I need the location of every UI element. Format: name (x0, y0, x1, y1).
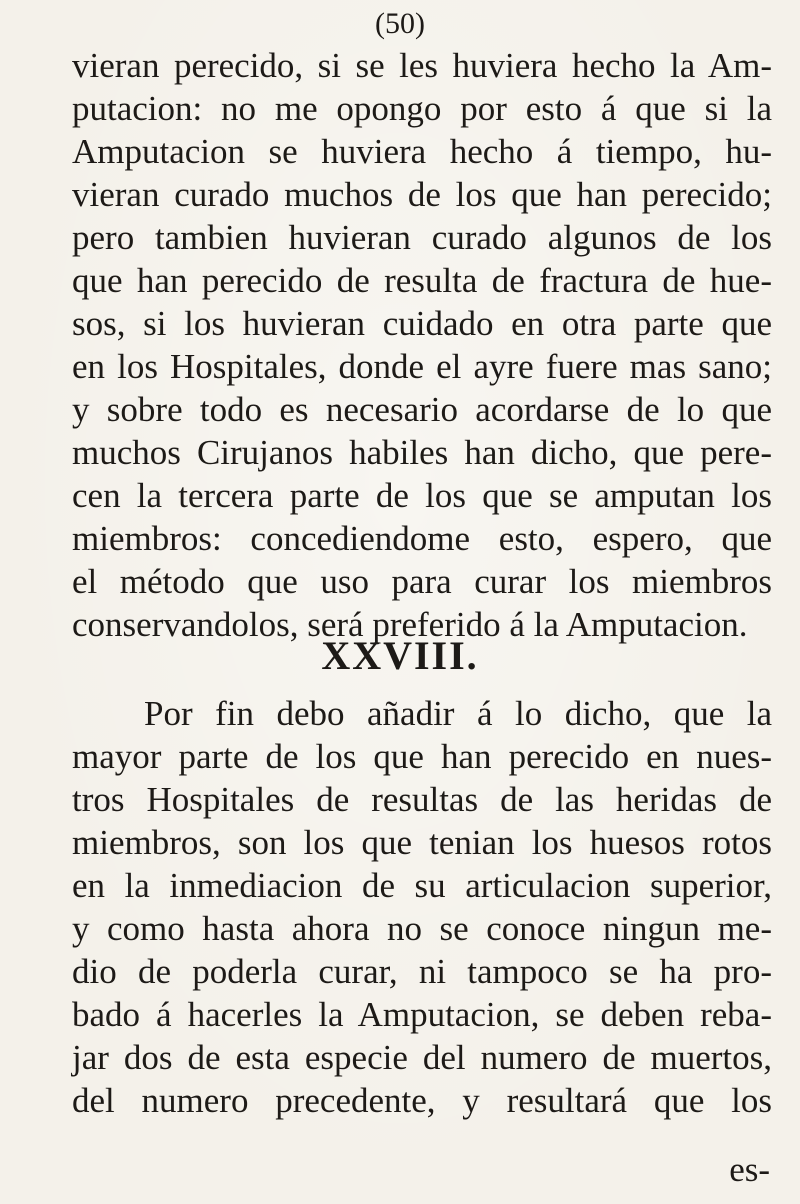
text-line: y como hasta ahora no se conoce ningun me- (72, 909, 772, 948)
text-line: muchos Cirujanos habiles han dicho, que pere- (72, 433, 772, 472)
text-line: el método que uso para curar los miembros (72, 562, 772, 601)
text-line: bado á hacerles la Amputacion, se deben reba- (72, 995, 772, 1034)
text-line: Por fin debo añadir á lo dicho, que la (144, 694, 772, 733)
text-line: dio de poderla curar, ni tampoco se ha pro- (72, 952, 772, 991)
text-line: en la inmediacion de su articulacion superior, (72, 866, 772, 905)
paragraph-1 (72, 44, 772, 646)
text-line: conservandolos, será preferido á la Amputacion. (72, 605, 748, 644)
text-line: pero tambien huvieran curado algunos de los (72, 218, 772, 257)
text-line: vieran perecido, si se les huviera hecho la Am- (72, 46, 772, 85)
text-line: jar dos de esta especie del numero de muertos, (72, 1038, 772, 1077)
paragraph-2 (72, 692, 772, 1122)
text-line: putacion: no me opongo por esto á que si la (72, 89, 772, 128)
text-line: miembros: concediendome esto, espero, que (72, 519, 772, 558)
page-number: (50) (375, 7, 425, 40)
text-line: cen la tercera parte de los que se amputan los (72, 476, 772, 515)
text-line: en los Hospitales, donde el ayre fuere mas sano; (72, 347, 772, 386)
section-heading: XXVIII. (321, 633, 479, 678)
catchword: es- (729, 1150, 770, 1189)
text-line: vieran curado muchos de los que han perecido; (72, 175, 772, 214)
text-line: que han perecido de resulta de fractura de hue- (72, 261, 772, 300)
text-line: mayor parte de los que han perecido en nues- (72, 737, 772, 776)
text-line: sos, si los huvieran cuidado en otra parte que (72, 304, 772, 343)
text-line: y sobre todo es necesario acordarse de lo que (72, 390, 772, 429)
text-line: del numero precedente, y resultará que los (72, 1081, 772, 1120)
text-line: Amputacion se huviera hecho á tiempo, hu- (72, 132, 772, 171)
text-line: miembros, son los que tenian los huesos rotos (72, 823, 772, 862)
text-line: tros Hospitales de resultas de las heridas de (72, 780, 772, 819)
